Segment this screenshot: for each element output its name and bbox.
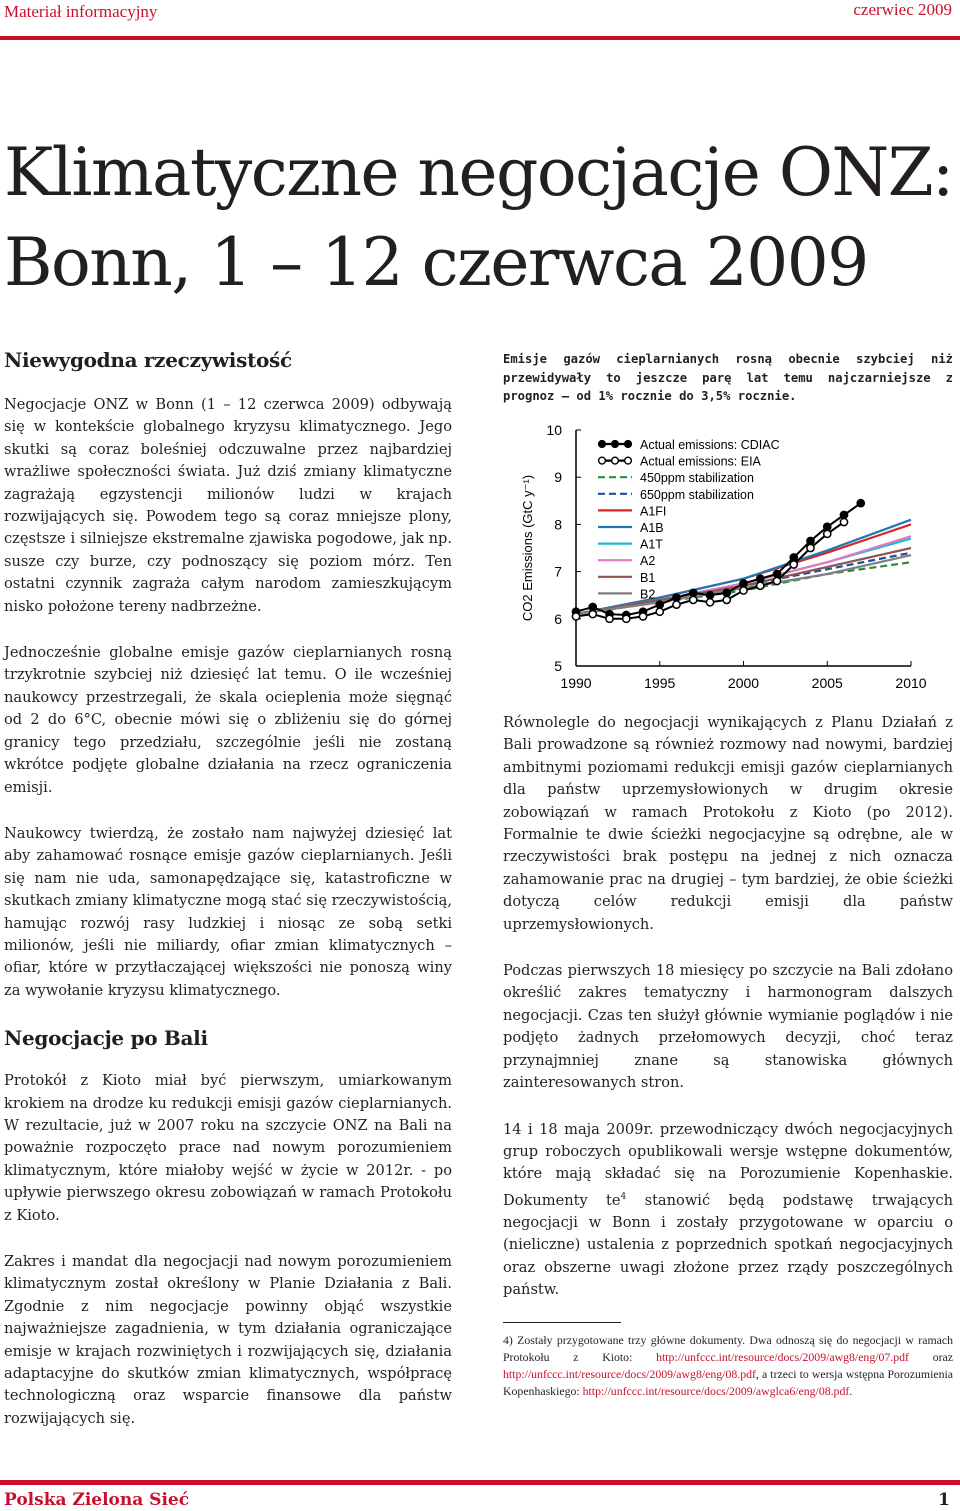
series-point — [623, 615, 630, 622]
series-point — [723, 589, 730, 596]
chart-caption-block — [503, 350, 953, 406]
footer-rule — [0, 1480, 960, 1485]
footnote-ref[interactable]: 4 — [620, 1191, 627, 1202]
legend-label: A1T — [640, 537, 663, 552]
series-point — [740, 587, 747, 594]
chart-caption: Emisje gazów cieplarnianych rosną obecnie szybciej niż przewidywały to jeszcze parę lat temu najczarniejsze z prognoz – od 1% rocznie do 3,5% rocznie. — [503, 352, 953, 403]
series-point — [673, 594, 680, 601]
series-point — [757, 575, 764, 582]
series-point — [807, 537, 814, 544]
series-point — [773, 577, 780, 584]
left-column — [4, 348, 452, 1430]
series-point — [690, 596, 697, 603]
title-line-2: Bonn, 1 – 12 czerwca 2009 — [4, 224, 868, 301]
right-paragraph-3-a: 14 i 18 maja 2009r. przewodniczący dwóch negocjacyjnych grup roboczych opublikowali wersje wstępne dokumentów, które mają składać się na Porozumienie Kopenhaskie. Dokumenty te — [503, 1120, 953, 1209]
legend-marker — [625, 441, 632, 448]
series-point — [656, 608, 663, 615]
legend-label: Actual emissions: EIA — [640, 454, 761, 469]
series-point — [857, 500, 864, 507]
legend-label: B1 — [640, 570, 656, 585]
series-point — [740, 580, 747, 587]
paragraph-3: Naukowcy twierdzą, że zostało nam najwyżej dziesięć lat aby zahamować rosnące emisje gazów cieplarnianych. Jeśli się nam nie uda, samonapędzające się, katastroficzne w skutkach zmiany klimatyczne mogą stać się rzeczywistością, hamując rozwój rasy ludzkiej i niosąc ze sobą setki milionów, jeśli nie miliardy, ofiar zmian klimatycznych – ofiar, które w przytłaczającej większości nie ponoszą winy za wywołanie kryzysu klimatycznego. — [4, 824, 452, 999]
series-point — [723, 596, 730, 603]
legend-label: A1FI — [640, 504, 667, 519]
series-point — [840, 518, 847, 525]
x-tick-label: 2010 — [895, 675, 927, 691]
header-rule — [0, 36, 960, 40]
legend-marker — [599, 457, 606, 464]
footnote-text-a: 4) Zostały przygotowane trzy główne dokumenty. Dwa odnoszą się do negocjacji w ramach Protokołu z Kioto: — [503, 1332, 953, 1364]
right-column — [503, 712, 953, 1400]
series-point — [757, 582, 764, 589]
series-point — [656, 601, 663, 608]
legend-marker — [625, 457, 632, 464]
y-tick-label: 8 — [554, 516, 562, 533]
footnote-text-c: , a trzeci to wersja wstępna Porozumienia Kopenhaskiego: — [503, 1366, 953, 1398]
series-point — [589, 610, 596, 617]
footnote-link-3[interactable]: http://unfccc.int/resource/docs/2009/awglca6/eng/08.pdf — [582, 1383, 850, 1398]
series-point — [824, 523, 831, 530]
series-point — [807, 544, 814, 551]
y-tick-label: 5 — [554, 658, 562, 674]
paragraph-1: Negocjacje ONZ w Bonn (1 – 12 czerwca 2009) odbywają się w kontekście globalnego kryzysu klimatycznego. Jego skutki są coraz boleśniej odczuwalne przez najbardziej wrażliwe społeczności świata. Już dziś zmiany klimatyczne zagrażają egzystencji milionów ludzi w krajach rozwijających się. Powodem tego są coraz mniejsze plony, częstsze i silniejsze ekstremalne zjawiska pogodowe, jak np. susze czy burze, czy podnoszący się poziom mórz. Ten ostatni czynnik zagraża całym narodom zamieszkującym nisko położone tereny nadbrzeżne. — [4, 396, 452, 615]
header-date: czerwiec 2009 — [853, 0, 952, 19]
page-title — [4, 128, 960, 308]
series-point — [606, 615, 613, 622]
footnote — [503, 1332, 953, 1400]
legend-label: B2 — [640, 587, 656, 602]
page-header — [0, 0, 960, 36]
paragraph-2: Jednocześnie globalne emisje gazów cieplarnianych rosną trzykrotnie szybciej niż dziesięć lat temu. O ile wcześniej naukowcy przestrzegali, że skala ocieplenia może sięgnąć od 2 do 6°C, obecnie mówi się o zbliżeniu się do górnej granicy tego przedziału, szczególnie jeśli nie zostaną wkrótce podjęte globalne działania na rzecz ograniczenia emisji. — [4, 644, 452, 796]
legend-marker — [599, 441, 606, 448]
x-tick-label: 1990 — [560, 675, 592, 691]
x-tick-label: 2000 — [727, 675, 760, 691]
y-tick-label: 9 — [554, 469, 562, 486]
series-point — [639, 613, 646, 620]
legend-label: A1B — [640, 521, 664, 535]
section-heading-1: Niewygodna rzeczywistość — [4, 348, 292, 372]
series-point — [773, 570, 780, 577]
legend-label: 650ppm stabilization — [640, 487, 754, 502]
paragraph-4: Protokół z Kioto miał być pierwszym, umiarkowanym krokiem na drodze ku redukcji emisji gazów cieplarnianych. W rezultacie, już w 2007 roku na szczycie ONZ na Bali na poważnie rozpoczęto prace nad nowym porozumieniem klimatycznym, które miałoby wejść w życie w 2012r. - po upływie pierwszego okresu zobowiązań w ramach Protokołu z Kioto. — [4, 1072, 452, 1224]
legend-label: Actual emissions: CDIAC — [640, 438, 780, 452]
y-axis-label: CO2 Emissions (GtC y⁻¹) — [520, 474, 535, 622]
legend-label: A2 — [640, 554, 656, 569]
series-point — [706, 592, 713, 599]
chart-svg — [516, 418, 936, 698]
footer-org: Polska Zielona Sieć — [4, 1490, 190, 1510]
y-tick-label: 10 — [546, 422, 562, 438]
series-point — [790, 561, 797, 568]
x-tick-label: 2005 — [811, 675, 843, 691]
legend-marker — [612, 441, 619, 448]
paragraph-5: Zakres i mandat dla negocjacji nad nowym porozumieniem klimatycznym został określony w Planie Działania z Bali. Zgodnie z nim negocjacje powinny objąć wszystkie najważniejsze zagadnienia, w tym działania ograniczające emisje w krajach rozwiniętych i rozwijających się, działania adaptacyjne do skutków zmian klimatycznych, współpracę technologiczną oraz wsparcie finansowe dla państw rozwijających się. — [4, 1253, 452, 1427]
series-point — [706, 599, 713, 606]
series-point — [690, 589, 697, 596]
legend-marker — [612, 457, 619, 464]
series-point — [572, 613, 579, 620]
right-paragraph-1: Równolegle do negocjacji wynikających z Planu Działań z Bali prowadzone są również rozmowy nad nowymi, bardziej ambitnymi poziomami redukcji emisji gazów cieplarnianych dla państw uprzemysłowionych w drugim okresie zobowiązań w ramach Protokołu z Kioto (po 2012). Formalnie te dwie ścieżki negocjacyjne są odrębne, ale w rzeczywistości brak postępu na jednej z nich oznacza zahamowanie prac na drugiej – tym bardziej, że obie ścieżki dotyczą celów redukcji emisji dla państw uprzemysłowionych. — [503, 714, 953, 933]
series-point — [840, 511, 847, 518]
right-paragraph-3-b: stanowić będą podstawę trwających negocjacji w Bonn i zostały przygotowane w oparciu o (nieliczne) ustalenia z poprzednich spotkań negocjacyjnych oraz obszerne uwagi złożone przez rządy poszczególnych państw. — [503, 1191, 953, 1299]
page-number: 1 — [938, 1490, 950, 1510]
series-line — [576, 536, 911, 614]
x-tick-label: 1995 — [644, 675, 676, 691]
series-point — [790, 554, 797, 561]
y-tick-label: 7 — [554, 563, 562, 580]
series-point — [589, 603, 596, 610]
series-point — [824, 530, 831, 537]
legend-label: 450ppm stabilization — [640, 471, 754, 486]
series-line — [576, 503, 861, 615]
right-paragraph-2: Podczas pierwszych 18 miesięcy po szczycie na Bali zdołano określić zakres tematyczny i harmonogram dalszych negocjacji. Czas ten służył głównie wymianie poglądów i nie podjęto żadnych przełomowych decyzji, choć teraz przynajmniej znane są stanowiska głównych zainteresowanych stron. — [503, 962, 953, 1092]
title-line-1: Klimatyczne negocjacje ONZ: — [4, 134, 953, 211]
footnote-link-1[interactable]: http://unfccc.int/resource/docs/2009/awg8/eng/07.pdf — [656, 1349, 909, 1364]
footnote-text-b: oraz — [908, 1349, 953, 1364]
header-left: Materiał informacyjny — [4, 2, 158, 21]
series-point — [673, 601, 680, 608]
footnote-link-2[interactable]: http://unfccc.int/resource/docs/2009/awg8/eng/08.pdf — [503, 1366, 756, 1381]
right-paragraph-3 — [503, 1119, 953, 1302]
y-tick-label: 6 — [554, 610, 562, 627]
section-heading-2: Negocjacje po Bali — [4, 1026, 208, 1051]
footnote-text-d: . — [849, 1383, 853, 1398]
emissions-chart — [516, 418, 936, 698]
